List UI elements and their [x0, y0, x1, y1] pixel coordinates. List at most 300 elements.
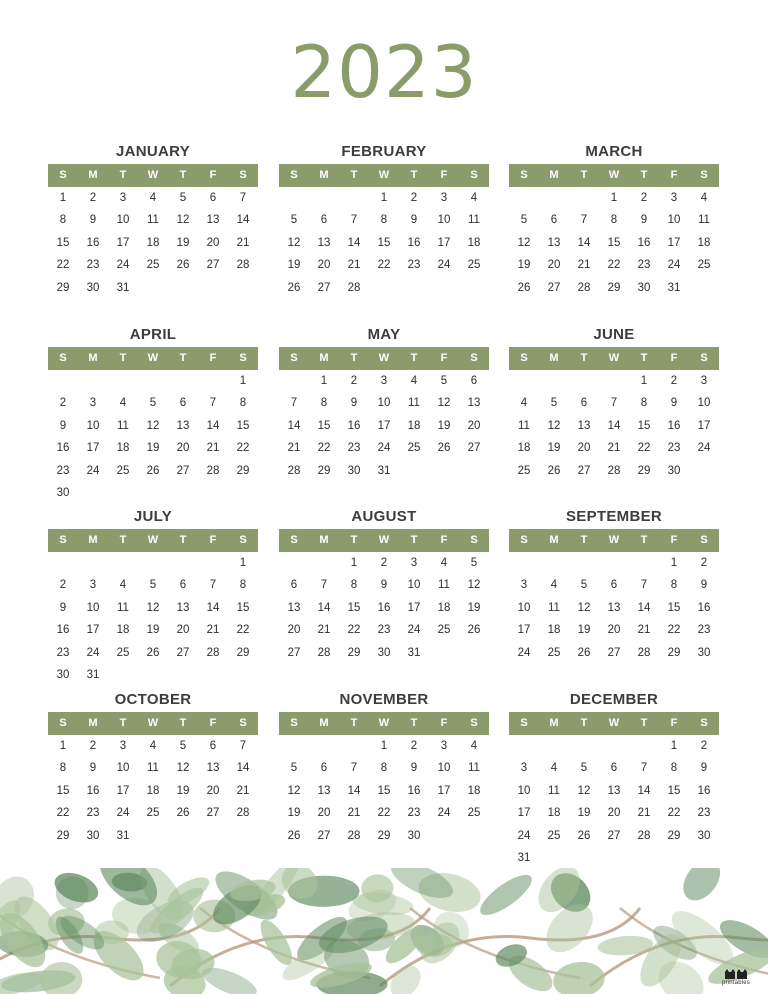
month-april [48, 325, 258, 504]
weekday-label: M [319, 534, 329, 546]
weekday-label: M [549, 169, 559, 181]
day-cell: 31 [377, 464, 391, 477]
day-cell: 15 [377, 236, 391, 249]
day-cell: 2 [89, 192, 97, 204]
day-cell: 27 [206, 259, 220, 272]
day-cell: 1 [350, 557, 358, 569]
day-cell: 2 [59, 579, 67, 592]
day-cell: 27 [287, 646, 301, 659]
day-cell: 23 [377, 624, 391, 637]
day-cell: 1 [380, 192, 388, 204]
day-cell: 12 [517, 236, 531, 249]
day-cell: 27 [607, 829, 621, 842]
day-cell: 18 [697, 236, 711, 249]
day-cell: 24 [517, 829, 531, 842]
day-cell: 20 [547, 259, 561, 272]
month-name: JANUARY [115, 143, 191, 160]
day-cell: 22 [236, 442, 250, 455]
day-cell: 13 [607, 784, 621, 797]
day-cell: 11 [438, 579, 450, 592]
day-cell: 2 [89, 740, 97, 752]
day-cell: 3 [119, 192, 127, 204]
day-cell: 10 [407, 579, 421, 592]
day-cell: 24 [377, 442, 391, 455]
day-cell: 21 [236, 784, 250, 797]
day-cell: 3 [119, 740, 127, 752]
day-cell: 27 [206, 807, 220, 820]
day-cell: 23 [697, 807, 711, 820]
day-cell: 4 [550, 579, 558, 592]
weekday-label: S [239, 352, 247, 364]
day-cell: 22 [607, 259, 621, 272]
day-cell: 11 [548, 601, 560, 614]
day-cell: 12 [467, 579, 481, 592]
day-cell: 29 [236, 646, 250, 659]
day-cell: 9 [410, 762, 418, 775]
weekday-label: W [147, 717, 159, 729]
day-cell: 6 [179, 579, 187, 592]
empty-day-cell [279, 370, 309, 392]
day-cell: 18 [146, 236, 160, 249]
day-cell: 28 [236, 807, 250, 820]
weekday-label: W [608, 534, 620, 546]
day-cell: 15 [56, 236, 70, 249]
day-cell: 19 [577, 807, 591, 820]
day-cell: 19 [577, 624, 591, 637]
day-cell: 21 [287, 442, 301, 455]
day-cell: 20 [317, 259, 331, 272]
day-cell: 19 [547, 442, 561, 455]
day-cell: 30 [697, 829, 711, 842]
day-cell: 21 [206, 442, 220, 455]
day-grid [48, 370, 258, 504]
day-cell: 9 [59, 601, 67, 614]
month-name: NOVEMBER [339, 691, 429, 708]
day-cell: 28 [206, 464, 220, 477]
weekday-label: T [179, 717, 187, 729]
weekday-label: W [378, 717, 390, 729]
day-cell: 17 [517, 807, 531, 820]
weekday-label: F [440, 169, 448, 181]
day-cell: 10 [86, 419, 100, 432]
day-cell: 14 [347, 236, 361, 249]
weekday-label: T [179, 352, 187, 364]
day-cell: 20 [467, 419, 481, 432]
day-cell: 11 [147, 214, 159, 227]
weekday-label: F [440, 352, 448, 364]
month-name: MAY [367, 326, 401, 343]
day-cell: 13 [176, 419, 190, 432]
day-cell: 7 [350, 214, 358, 227]
day-cell: 10 [377, 397, 391, 410]
empty-day-cell [539, 735, 569, 757]
day-cell: 20 [577, 442, 591, 455]
day-cell: 26 [437, 442, 451, 455]
day-grid [279, 370, 489, 482]
day-cell: 4 [470, 192, 478, 204]
day-cell: 19 [176, 236, 190, 249]
day-cell: 8 [350, 579, 358, 592]
day-cell: 3 [89, 397, 97, 410]
day-cell: 21 [317, 624, 331, 637]
empty-day-cell [599, 552, 629, 574]
weekday-label: M [88, 352, 98, 364]
day-cell: 20 [206, 236, 220, 249]
weekday-label: W [378, 534, 390, 546]
day-cell: 17 [86, 442, 100, 455]
day-cell: 15 [236, 419, 250, 432]
weekday-label: T [410, 534, 418, 546]
empty-day-cell [138, 370, 168, 392]
day-cell: 29 [56, 829, 70, 842]
weekday-label: W [147, 352, 159, 364]
day-cell: 18 [467, 236, 481, 249]
day-cell: 8 [380, 762, 388, 775]
day-cell: 25 [116, 464, 130, 477]
day-cell: 30 [347, 464, 361, 477]
day-cell: 27 [176, 646, 190, 659]
day-cell: 6 [470, 375, 478, 387]
day-cell: 5 [470, 557, 478, 569]
day-cell: 17 [116, 236, 130, 249]
cat-logo-icon [723, 968, 749, 980]
day-cell: 4 [700, 192, 708, 204]
weekday-label: S [239, 717, 247, 729]
day-cell: 22 [377, 259, 391, 272]
day-cell: 30 [377, 646, 391, 659]
weekday-label: S [290, 352, 298, 364]
weekday-label: T [580, 169, 588, 181]
weekday-label: M [549, 717, 559, 729]
day-cell: 3 [520, 579, 528, 592]
weekday-label: W [608, 717, 620, 729]
weekday-header [48, 164, 258, 187]
day-cell: 18 [547, 624, 561, 637]
day-cell: 11 [698, 214, 710, 227]
weekday-label: F [209, 352, 217, 364]
weekday-header [509, 164, 719, 187]
empty-day-cell [539, 187, 569, 209]
day-cell: 25 [146, 807, 160, 820]
day-cell: 8 [640, 397, 648, 410]
day-cell: 21 [206, 624, 220, 637]
day-cell: 6 [320, 762, 328, 775]
day-cell: 13 [317, 236, 331, 249]
day-cell: 31 [86, 668, 100, 681]
weekday-label: T [350, 534, 358, 546]
day-cell: 3 [440, 192, 448, 204]
day-cell: 2 [700, 557, 708, 569]
day-cell: 4 [410, 375, 418, 387]
day-cell: 24 [407, 624, 421, 637]
day-cell: 23 [407, 807, 421, 820]
weekday-label: T [350, 169, 358, 181]
day-cell: 18 [407, 419, 421, 432]
day-grid [279, 552, 489, 664]
day-cell: 28 [317, 646, 331, 659]
day-cell: 14 [206, 601, 220, 614]
empty-day-cell [78, 370, 108, 392]
day-cell: 8 [239, 397, 247, 410]
day-cell: 20 [607, 807, 621, 820]
day-cell: 2 [350, 375, 358, 387]
weekday-label: F [670, 717, 678, 729]
day-cell: 22 [377, 807, 391, 820]
month-name: FEBRUARY [341, 143, 427, 160]
day-cell: 26 [467, 624, 481, 637]
day-cell: 23 [347, 442, 361, 455]
empty-day-cell [309, 552, 339, 574]
day-cell: 19 [176, 784, 190, 797]
day-cell: 17 [437, 236, 451, 249]
weekday-label: F [440, 717, 448, 729]
day-cell: 17 [116, 784, 130, 797]
day-cell: 6 [610, 762, 618, 775]
day-cell: 30 [56, 486, 70, 499]
day-cell: 5 [580, 579, 588, 592]
day-cell: 12 [577, 601, 591, 614]
day-cell: 18 [467, 784, 481, 797]
weekday-label: S [520, 169, 528, 181]
day-cell: 14 [236, 214, 250, 227]
day-cell: 15 [607, 236, 621, 249]
weekday-label: T [179, 534, 187, 546]
day-cell: 21 [637, 624, 651, 637]
day-cell: 16 [377, 601, 391, 614]
empty-day-cell [168, 370, 198, 392]
day-cell: 29 [317, 464, 331, 477]
day-cell: 20 [176, 442, 190, 455]
day-cell: 13 [547, 236, 561, 249]
day-cell: 14 [637, 601, 651, 614]
day-cell: 18 [547, 807, 561, 820]
day-cell: 18 [517, 442, 531, 455]
day-cell: 23 [86, 807, 100, 820]
day-cell: 4 [470, 740, 478, 752]
weekday-header [48, 529, 258, 552]
empty-day-cell [279, 735, 309, 757]
day-cell: 2 [410, 192, 418, 204]
day-cell: 22 [667, 624, 681, 637]
day-cell: 15 [236, 601, 250, 614]
day-cell: 3 [89, 579, 97, 592]
day-cell: 17 [407, 601, 421, 614]
day-cell: 7 [209, 397, 217, 410]
day-cell: 2 [700, 740, 708, 752]
day-cell: 5 [550, 397, 558, 410]
day-cell: 1 [239, 557, 247, 569]
day-cell: 30 [56, 668, 70, 681]
day-cell: 14 [607, 419, 621, 432]
empty-day-cell [629, 735, 659, 757]
weekday-label: M [319, 717, 329, 729]
day-cell: 24 [517, 646, 531, 659]
weekday-header [509, 347, 719, 370]
empty-day-cell [569, 187, 599, 209]
day-cell: 5 [290, 214, 298, 227]
weekday-label: F [209, 534, 217, 546]
day-cell: 16 [347, 419, 361, 432]
day-cell: 9 [89, 214, 97, 227]
day-cell: 13 [206, 762, 220, 775]
weekday-label: W [378, 169, 390, 181]
weekday-label: S [59, 352, 67, 364]
brand-text: printables [721, 980, 750, 986]
day-cell: 23 [86, 259, 100, 272]
weekday-label: M [549, 534, 559, 546]
day-cell: 19 [517, 259, 531, 272]
day-cell: 11 [468, 762, 480, 775]
month-name: MARCH [585, 143, 643, 160]
day-cell: 20 [287, 624, 301, 637]
weekday-label: S [470, 717, 478, 729]
weekday-label: W [147, 534, 159, 546]
day-cell: 6 [580, 397, 588, 410]
day-cell: 10 [437, 214, 451, 227]
day-cell: 17 [437, 784, 451, 797]
day-cell: 20 [176, 624, 190, 637]
weekday-label: T [179, 169, 187, 181]
day-cell: 10 [116, 762, 130, 775]
weekday-label: S [290, 534, 298, 546]
day-cell: 24 [86, 464, 100, 477]
day-cell: 25 [697, 259, 711, 272]
day-cell: 27 [317, 281, 331, 294]
day-cell: 23 [56, 646, 70, 659]
day-cell: 23 [667, 442, 681, 455]
day-cell: 5 [149, 579, 157, 592]
day-cell: 24 [697, 442, 711, 455]
day-cell: 17 [667, 236, 681, 249]
day-cell: 23 [697, 624, 711, 637]
month-name: JUNE [593, 326, 635, 343]
day-cell: 2 [380, 557, 388, 569]
month-september [509, 507, 719, 664]
day-cell: 12 [146, 419, 160, 432]
month-january [48, 142, 258, 299]
empty-day-cell [339, 735, 369, 757]
day-cell: 12 [547, 419, 561, 432]
day-cell: 9 [380, 579, 388, 592]
day-cell: 25 [547, 646, 561, 659]
day-cell: 4 [119, 397, 127, 410]
month-name: AUGUST [351, 508, 417, 525]
day-cell: 12 [437, 397, 451, 410]
weekday-label: M [319, 352, 329, 364]
day-cell: 25 [547, 829, 561, 842]
empty-day-cell [509, 735, 539, 757]
day-cell: 16 [697, 784, 711, 797]
weekday-label: S [470, 534, 478, 546]
day-cell: 4 [149, 192, 157, 204]
weekday-header [279, 164, 489, 187]
weekday-label: S [290, 169, 298, 181]
empty-day-cell [198, 370, 228, 392]
day-cell: 11 [147, 762, 159, 775]
day-cell: 8 [239, 579, 247, 592]
weekday-label: W [378, 352, 390, 364]
day-cell: 23 [56, 464, 70, 477]
day-cell: 24 [116, 807, 130, 820]
day-cell: 13 [467, 397, 481, 410]
weekday-label: M [88, 717, 98, 729]
day-cell: 2 [670, 375, 678, 387]
weekday-header [509, 529, 719, 552]
weekday-label: F [209, 169, 217, 181]
day-cell: 30 [407, 829, 421, 842]
year-title: 2023 [290, 30, 478, 114]
day-cell: 18 [146, 784, 160, 797]
day-cell: 29 [377, 829, 391, 842]
day-cell: 28 [637, 829, 651, 842]
day-cell: 29 [637, 464, 651, 477]
day-cell: 29 [236, 464, 250, 477]
brand-logo [714, 968, 758, 986]
day-cell: 30 [86, 281, 100, 294]
day-cell: 10 [517, 601, 531, 614]
day-grid [509, 187, 719, 299]
day-cell: 18 [437, 601, 451, 614]
day-cell: 22 [56, 259, 70, 272]
weekday-label: S [520, 717, 528, 729]
day-cell: 26 [176, 807, 190, 820]
weekday-label: M [88, 169, 98, 181]
day-cell: 28 [347, 281, 361, 294]
day-cell: 20 [206, 784, 220, 797]
day-cell: 9 [410, 214, 418, 227]
day-cell: 23 [407, 259, 421, 272]
month-february [279, 142, 489, 299]
empty-day-cell [599, 370, 629, 392]
day-cell: 15 [317, 419, 331, 432]
day-cell: 6 [550, 214, 558, 227]
day-cell: 21 [347, 807, 361, 820]
day-cell: 6 [290, 579, 298, 592]
month-name: APRIL [129, 326, 177, 343]
day-cell: 13 [317, 784, 331, 797]
day-cell: 28 [637, 646, 651, 659]
empty-day-cell [569, 735, 599, 757]
foliage-decoration [0, 868, 768, 994]
empty-day-cell [48, 552, 78, 574]
day-cell: 5 [179, 740, 187, 752]
day-cell: 8 [320, 397, 328, 410]
weekday-label: F [670, 534, 678, 546]
day-cell: 11 [408, 397, 420, 410]
day-cell: 17 [697, 419, 711, 432]
weekday-label: S [520, 352, 528, 364]
day-cell: 21 [607, 442, 621, 455]
day-cell: 15 [637, 419, 651, 432]
day-cell: 26 [176, 259, 190, 272]
weekday-label: T [640, 352, 648, 364]
day-cell: 16 [86, 236, 100, 249]
day-cell: 11 [117, 419, 129, 432]
empty-day-cell [108, 552, 138, 574]
day-grid [279, 187, 489, 299]
day-cell: 9 [640, 214, 648, 227]
day-grid [509, 370, 719, 482]
day-cell: 22 [56, 807, 70, 820]
day-cell: 5 [149, 397, 157, 410]
day-cell: 1 [320, 375, 328, 387]
day-cell: 21 [236, 236, 250, 249]
day-cell: 15 [56, 784, 70, 797]
empty-day-cell [309, 735, 339, 757]
day-cell: 8 [670, 579, 678, 592]
day-cell: 1 [59, 740, 67, 752]
day-cell: 31 [407, 646, 421, 659]
